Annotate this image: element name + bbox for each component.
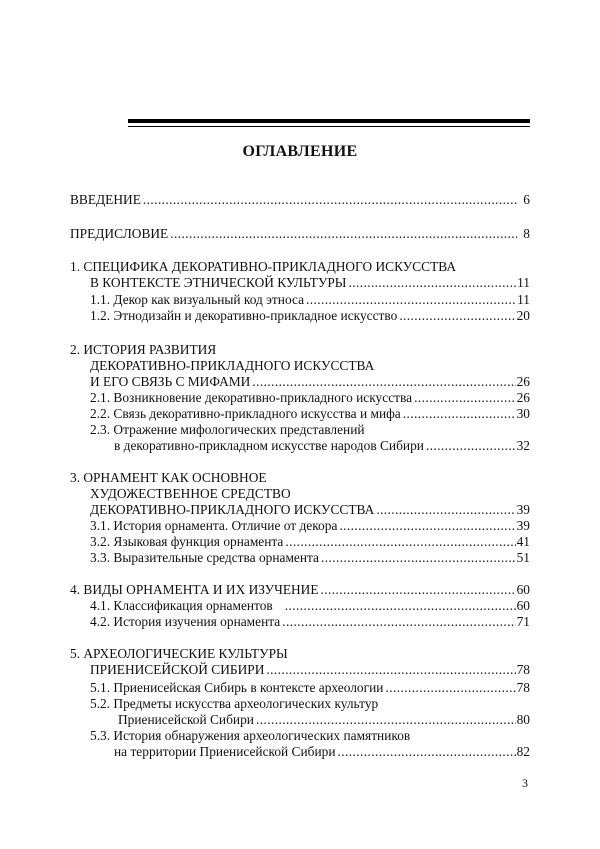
toc-entry-page: 11 [517, 275, 530, 290]
leader-dots [266, 662, 515, 678]
toc-chapter-2-line1: 2. ИСТОРИЯ РАЗВИТИЯ [70, 342, 217, 357]
toc-entry-page: 78 [516, 662, 530, 677]
toc-entry-title: в декоративно-прикладном искусстве народов Сибири [114, 438, 424, 453]
leader-dots [414, 390, 516, 406]
toc-chapter-1-line1: 1. СПЕЦИФИКА ДЕКОРАТИВНО-ПРИКЛАДНОГО ИСКУССТВА [70, 259, 457, 274]
toc-entry-4-2[interactable] [90, 614, 530, 630]
toc-chapter-3-line1: 3. ОРНАМЕНТ КАК ОСНОВНОЕ [70, 470, 267, 485]
leader-dots [399, 308, 515, 324]
toc-entry-page: 82 [516, 744, 530, 759]
toc-entry-2-1[interactable] [90, 390, 530, 406]
toc-entry-title: 1.2. Этнодизайн и декоративно-прикладное искусство [90, 308, 398, 323]
leader-dots [339, 518, 515, 534]
toc-entry-2-2[interactable] [90, 406, 530, 422]
toc-entry-title: 3.2. Языковая функция орнамента [90, 534, 284, 549]
toc-entry-chapter-3[interactable] [90, 502, 530, 518]
toc-entry-4-1[interactable] [90, 598, 530, 614]
toc-entry-3-2[interactable] [90, 534, 530, 550]
toc-entry-5-3-line1: 5.3. История обнаружения археологических памятников [90, 728, 411, 743]
toc-entry-title: 1.1. Декор как визуальный код этноса [90, 292, 305, 307]
toc-entry-page: 30 [516, 406, 530, 421]
toc-entry-introduction[interactable] [70, 192, 530, 208]
toc-entry-3-1[interactable] [90, 518, 530, 534]
toc-entry-5-3[interactable] [114, 744, 530, 760]
toc-entry-page: 60 [516, 582, 530, 597]
toc-entry-page: 60 [516, 598, 530, 613]
toc-entry-title: И ЕГО СВЯЗЬ С МИФАМИ [90, 374, 251, 389]
toc-entry-title: 4.2. История изучения орнамента [90, 614, 281, 629]
toc-entry-page: 32 [516, 438, 530, 453]
toc-entry-title: ДЕКОРАТИВНО-ПРИКЛАДНОГО ИСКУССТВА [90, 502, 375, 517]
toc-entry-title: 4. ВИДЫ ОРНАМЕНТА И ИХ ИЗУЧЕНИЕ [70, 582, 319, 597]
toc-entry-title: 2.1. Возникновение декоративно-прикладного искусства [90, 390, 413, 405]
toc-entry-title: 3.1. История орнамента. Отличие от декора [90, 518, 338, 533]
leader-dots [143, 192, 517, 208]
toc-entry-page: 6 [523, 192, 530, 207]
leader-dots [321, 550, 516, 566]
toc-entry-page: 20 [516, 308, 530, 323]
toc-entry-title: ПРЕДИСЛОВИЕ [70, 226, 169, 241]
toc-entry-page: 11 [517, 292, 530, 307]
toc-chapter-5-line1: 5. АРХЕОЛОГИЧЕСКИЕ КУЛЬТУРЫ [70, 646, 288, 661]
toc-chapter-2-line2: ДЕКОРАТИВНО-ПРИКЛАДНОГО ИСКУССТВА [90, 358, 375, 373]
toc-entry-page: 41 [516, 534, 530, 549]
toc-entry-preface[interactable] [70, 226, 530, 242]
leader-dots [403, 406, 516, 422]
toc-entry-1-1[interactable] [90, 292, 530, 308]
toc-entry-title: Приенисейской Сибири [118, 712, 254, 727]
toc-entry-title: 2.2. Связь декоративно-прикладного искусства и мифа [90, 406, 401, 421]
page-number: 3 [522, 776, 528, 790]
toc-entry-title: 4.1. Классификация орнаментов [90, 598, 273, 613]
leader-dots [321, 582, 516, 598]
toc-entry-page: 71 [516, 614, 530, 629]
leader-dots [170, 226, 517, 242]
toc-entry-title: 5.1. Приенисейская Сибирь в контексте археологии [90, 680, 384, 695]
toc-entry-title: В КОНТЕКСТЕ ЭТНИЧЕСКОЙ КУЛЬТУРЫ [90, 275, 347, 290]
toc-entry-chapter-2[interactable] [90, 374, 530, 390]
leader-dots [252, 374, 515, 390]
leader-dots [285, 598, 516, 614]
leader-dots [285, 534, 515, 550]
toc-entry-2-3[interactable] [114, 438, 530, 454]
toc-entry-page: 26 [516, 374, 530, 389]
leader-dots [348, 275, 516, 291]
toc-entry-title: 3.3. Выразительные средства орнамента [90, 550, 319, 565]
toc-entry-5-2[interactable] [118, 712, 530, 728]
toc-entry-page: 39 [516, 502, 530, 517]
leader-dots [282, 614, 515, 630]
leader-dots [426, 438, 516, 454]
toc-entry-chapter-1[interactable] [90, 275, 530, 291]
toc-entry-title: ПРИЕНИСЕЙСКОЙ СИБИРИ [90, 662, 265, 677]
toc-entry-page: 26 [516, 390, 530, 405]
toc-entry-1-2[interactable] [90, 308, 530, 324]
toc-entry-title: ВВЕДЕНИЕ [70, 192, 141, 207]
toc-entry-page: 51 [516, 550, 530, 565]
toc-entry-chapter-4[interactable] [70, 582, 530, 598]
toc-entry-3-3[interactable] [90, 550, 530, 566]
toc-entry-title: на территории Приенисейской Сибири [114, 744, 336, 759]
leader-dots [376, 502, 515, 518]
toc-entry-page: 8 [523, 226, 530, 241]
toc-entry-page: 39 [516, 518, 530, 533]
toc-entry-chapter-5[interactable] [90, 662, 530, 678]
leader-dots [256, 712, 516, 728]
toc-entry-2-3-line1: 2.3. Отражение мифологических представлений [90, 422, 365, 437]
leader-dots [385, 680, 515, 696]
leader-dots [338, 744, 516, 760]
toc-entry-page: 80 [516, 712, 530, 727]
toc-entry-5-2-line1: 5.2. Предметы искусства археологических культур [90, 696, 379, 711]
toc-chapter-3-line2: ХУДОЖЕСТВЕННОЕ СРЕДСТВО [90, 486, 291, 501]
page-title: ОГЛАВЛЕНИЕ [242, 143, 358, 160]
leader-dots [306, 292, 516, 308]
toc-entry-5-1[interactable] [90, 680, 530, 696]
toc-entry-page: 78 [516, 680, 530, 695]
